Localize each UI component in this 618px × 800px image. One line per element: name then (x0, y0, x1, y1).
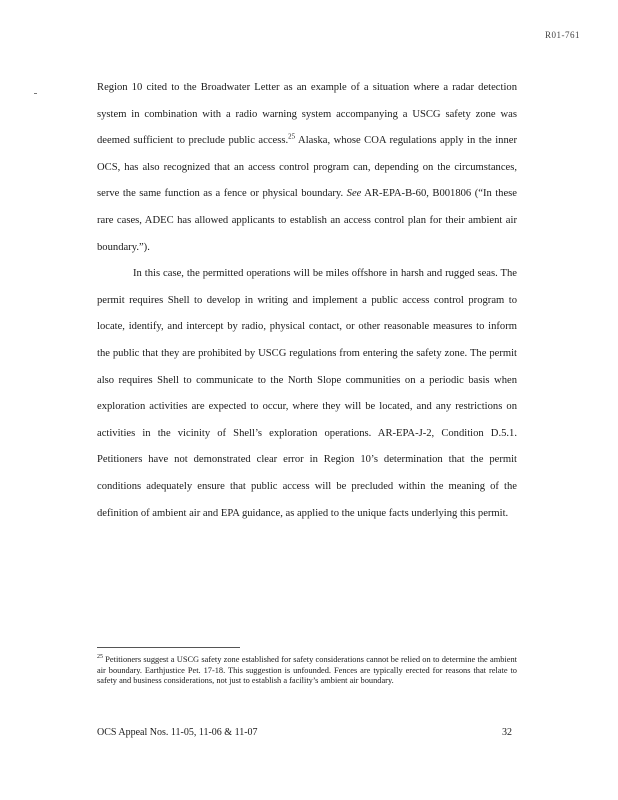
paragraph-1-part-2: Alaska, whose COA regulations apply in the inner OCS, has also recognized that an access control program can, depending on the circumstances, serve the same function as a fence or physical boundary. (97, 135, 518, 200)
footnote-divider (97, 647, 240, 648)
footnote-text: Petitioners suggest a USCG safety zone established for safety considerations cannot be relied on to determine the ambient air boundary. Earthjustice Pet. 17-18. This suggestion is unfounded. Fences are typically erected for reasons that relate to safety and business considerations, not just to establish a facility’s ambient air boundary. (97, 655, 517, 686)
paragraph-1 (97, 75, 517, 261)
paragraph-1-part-3: AR-EPA-B-60, B001806 (“In these rare cases, ADEC has allowed applicants to establish an access control plan for their ambient air boundary.”). (97, 188, 518, 253)
bates-number: R01-761 (545, 30, 580, 40)
paragraph-1-part-1: Region 10 cited to the Broadwater Letter as an example of a situation where a radar detection system in combination with a radio warning system accompanying a USCG safety zone was deemed sufficient to preclude public access. (97, 82, 517, 147)
paragraph-2: In this case, the permitted operations will be miles offshore in harsh and rugged seas. The permit requires Shell to develop in writing and implement a public access control program to locate, identify, and intercept by radio, physical contact, or other reasonable measures to inform the public that they are prohibited by USCG regulations from entering the safety zone. The permit also requires Shell to communicate to the North Slope communities on a periodic basis when exploration activities are expected to occur, where they will be located, and any restrictions on activities in the vicinity of Shell’s exploration operations. AR-EPA-J-2, Condition D.5.1. Petitioners have not demonstrated clear error in Region 10’s determination that the permit conditions adequately ensure that public access will be precluded within the meaning of the definition of ambient air and EPA guidance, as applied to the unique facts underlying this permit. (97, 268, 517, 519)
see-citation-signal: See (346, 188, 362, 200)
margin-mark (34, 93, 37, 94)
footnote (97, 655, 517, 687)
page-number: 32 (502, 727, 512, 738)
case-caption: OCS Appeal Nos. 11-05, 11-06 & 11-07 (97, 727, 258, 738)
body-text (97, 75, 517, 527)
footnote-reference: 25 (288, 132, 296, 141)
footnote-number: 25 (97, 654, 103, 661)
